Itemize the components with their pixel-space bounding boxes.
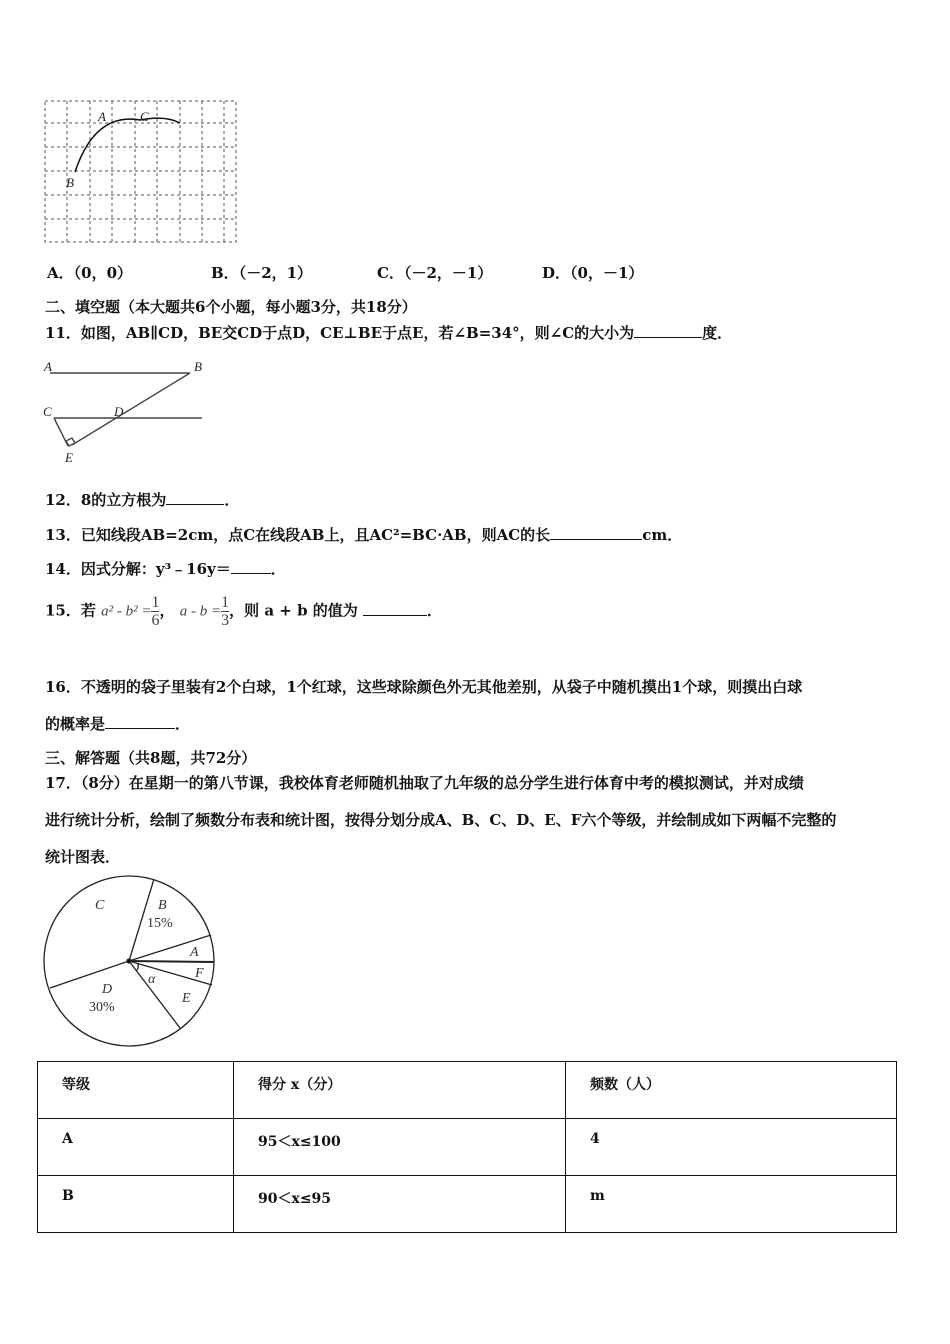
section3-title: 三、解答题（共8题，共72分） bbox=[45, 749, 257, 767]
pie-boundary-d-c bbox=[50, 961, 129, 988]
q15-text: 15．若 a² - b² = $\frac{1}{6}$ ， a - b = $\frac{1}{3}$ ，则 a + b 的值为 ． bbox=[45, 594, 443, 629]
q10-label-b: B bbox=[66, 175, 74, 190]
q11-label-c: C bbox=[43, 404, 52, 419]
cell-grade: A bbox=[38, 1119, 234, 1176]
table-header-row bbox=[38, 1062, 897, 1119]
cell-frequency: 4 bbox=[566, 1119, 897, 1176]
pie-label-f: F bbox=[195, 966, 204, 981]
q10-option-c: C．（－2，－1） bbox=[377, 264, 493, 282]
q10-option-d: D．（0，－1） bbox=[542, 264, 644, 282]
pie-chart bbox=[44, 876, 214, 1046]
q11-label-a: A bbox=[44, 359, 52, 374]
q12-text: 12．8的立方根为 ． bbox=[45, 491, 240, 509]
cell-score: 95＜x≤100 bbox=[234, 1119, 566, 1176]
pie-boundary-a-f bbox=[129, 961, 214, 962]
pie-pct-d: 30% bbox=[89, 1000, 115, 1015]
table-row bbox=[38, 1176, 897, 1233]
frequency-table bbox=[37, 1061, 897, 1233]
q17-line2: 进行统计分析，绘制了频数分布表和统计图，按得分划分成A、B、C、D、E、F六个等级，并绘制成如下两幅不完整的 bbox=[45, 811, 837, 829]
pie-label-e: E bbox=[182, 991, 191, 1006]
q16-line2: 的概率是 ． bbox=[45, 715, 191, 733]
pie-alpha-label: α bbox=[148, 972, 156, 987]
cell-score: 90＜x≤95 bbox=[234, 1176, 566, 1233]
q10-option-b: B．（－2，1） bbox=[211, 264, 313, 282]
q11-label-d: D bbox=[114, 404, 124, 419]
pie-label-c: C bbox=[95, 898, 105, 913]
q10-arc bbox=[75, 118, 180, 172]
q11-text: 11．如图，AB∥CD，BE交CD于点D，CE⊥BE于点E，若∠B=34°，则∠C的大小为 度． bbox=[45, 324, 733, 342]
q13-text: 13．已知线段AB=2cm，点C在线段AB上，且AC²=BC·AB，则AC的长 cm． bbox=[45, 526, 683, 544]
pie-label-b: B bbox=[158, 898, 167, 913]
header-frequency: 频数（人） bbox=[566, 1062, 897, 1119]
q14-text: 14．因式分解：y³﹣16y＝ ． bbox=[45, 560, 286, 578]
q16-line1: 16．不透明的袋子里装有2个白球，1个红球，这些球除颜色外无其他差别，从袋子中随机摸出1个球，则摸出白球 bbox=[45, 678, 803, 696]
q17-line1: 17．（8分）在星期一的第八节课，我校体育老师随机抽取了九年级的总分学生进行体育中考的模拟测试，并对成绩 bbox=[45, 774, 804, 792]
header-grade: 等级 bbox=[38, 1062, 234, 1119]
cell-grade: B bbox=[38, 1176, 234, 1233]
q10-label-a: A bbox=[98, 109, 106, 124]
q11-label-e: E bbox=[65, 450, 73, 465]
pie-boundary-b-a bbox=[129, 935, 211, 961]
header-score: 得分 x（分） bbox=[234, 1062, 566, 1119]
table-row bbox=[38, 1119, 897, 1176]
pie-label-d: D bbox=[102, 982, 113, 997]
q11-figure bbox=[50, 373, 202, 446]
q10-label-c: C bbox=[140, 109, 149, 124]
q11-label-b: B bbox=[194, 359, 202, 374]
pie-pct-b: 15% bbox=[147, 916, 173, 931]
section2-title: 二、填空题（本大题共6个小题，每小题3分，共18分） bbox=[45, 298, 417, 316]
pie-labels bbox=[89, 898, 204, 1015]
q10-option-a: A．（0，0） bbox=[47, 264, 133, 282]
pie-label-a: A bbox=[190, 945, 199, 960]
q17-line3: 统计图表． bbox=[45, 848, 121, 866]
cell-frequency: m bbox=[566, 1176, 897, 1233]
